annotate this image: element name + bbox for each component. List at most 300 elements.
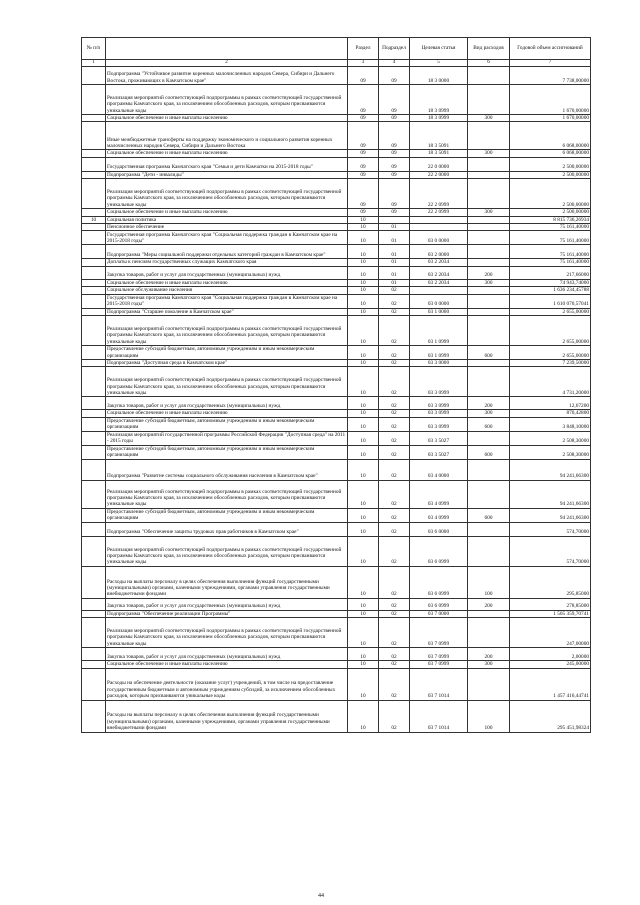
row-expense-type [468,85,510,115]
table-row [82,279,591,286]
row-target-article: 03 6 0999 [410,598,468,610]
row-subsection: 02 [379,397,410,410]
row-subsection: 02 [379,668,410,700]
row-expense-type [468,522,510,536]
row-name: Иные межбюджетные трансферты на поддержку экономического и социального развития коренных малочисленных народов Севера, Сибири и Дальнего Востока [106,122,348,150]
row-expense-type [468,536,510,566]
row-name: Доплаты к пенсиям государственных служащих Камчатского края [106,259,348,266]
row-subsection: 09 [379,122,410,150]
row-subsection: 02 [379,287,410,294]
row-expense-type [468,122,510,150]
row-section: 10 [348,566,379,598]
row-number [82,459,106,480]
row-number [82,67,106,85]
row-expense-type [468,668,510,700]
row-section: 10 [348,410,379,417]
row-subsection: 01 [379,231,410,245]
row-expense-type: 200 [468,397,510,410]
header-annual-amount: Годовой объем ассигнований [510,38,591,60]
row-target-article: 03 1 0000 [410,308,468,315]
row-number [82,610,106,617]
table-row [82,700,591,732]
row-subsection: 09 [379,209,410,216]
row-section: 10 [348,308,379,315]
row-amount: 247,00000 [510,618,591,648]
table-row [82,459,591,480]
row-amount: 4 731,20000 [510,367,591,397]
row-number [82,231,106,245]
row-expense-type [468,459,510,480]
row-amount: 12,67200 [510,397,591,410]
row-subsection: 01 [379,266,410,279]
row-target-article: 03 3 0999 [410,417,468,431]
table-row [82,360,591,367]
row-expense-type [468,294,510,308]
table-row [82,346,591,360]
table-row [82,259,591,266]
row-name: Расходы на выплаты персоналу в целях обеспечения выполнения функций государственными (муниципальными) органами, казенными учреждениями, органами управления государственными внебюджетными фондами [106,700,348,732]
row-name: Государственная программа Камчатского края "Семья и дети Камчатки на 2015-2018 годы" [106,157,348,171]
row-target-article: 22 2 0999 [410,179,468,209]
row-subsection: 02 [379,480,410,508]
row-subsection: 01 [379,259,410,266]
row-subsection: 02 [379,360,410,367]
row-amount: 870,42800 [510,410,591,417]
row-number [82,259,106,266]
row-number [82,598,106,610]
row-section: 10 [348,700,379,732]
row-amount: 2 500,00000 [510,171,591,178]
row-target-article: 03 0 0000 [410,294,468,308]
row-section: 09 [348,85,379,115]
row-name: Подпрограмма "Обеспечение реализации Программы" [106,610,348,617]
row-subsection: 02 [379,522,410,536]
row-target-article: 18 3 0000 [410,67,468,85]
row-amount: 217,66000 [510,266,591,279]
row-amount: 75 161,40000 [510,245,591,259]
row-subsection: 02 [379,346,410,360]
row-section: 09 [348,179,379,209]
row-number [82,410,106,417]
row-number [82,287,106,294]
row-target-article [410,216,468,223]
table-row [82,316,591,346]
row-section: 10 [348,259,379,266]
row-subsection: 02 [379,445,410,459]
row-number [82,661,106,668]
row-section: 10 [348,316,379,346]
row-expense-type [468,245,510,259]
row-section: 10 [348,668,379,700]
row-amount: 2 655,00000 [510,316,591,346]
row-target-article: 03 7 0000 [410,610,468,617]
row-expense-type: 100 [468,566,510,598]
row-subsection: 02 [379,566,410,598]
row-number [82,224,106,231]
header-subsection: Подраздел [379,38,410,60]
row-number [82,700,106,732]
row-amount: 295,85000 [510,566,591,598]
row-expense-type [468,157,510,171]
table-row [82,266,591,279]
row-number [82,445,106,459]
row-name: Реализация мероприятий соответствующей подпрограммы в рамках соответствующей государственной программы Камчатского края, за исключением обособленных расходов, которым присваиваются уникальные коды [106,85,348,115]
row-name: Закупка товаров, работ и услуг для государственных (муниципальных) нужд [106,648,348,661]
row-expense-type [468,259,510,266]
row-section: 10 [348,445,379,459]
row-amount: 75 161,40000 [510,231,591,245]
row-subsection: 02 [379,459,410,480]
row-target-article: 03 1 0999 [410,346,468,360]
header-name [106,38,348,60]
row-subsection: 02 [379,700,410,732]
table-row [82,294,591,308]
row-name: Социальная политика [106,216,348,223]
row-amount: 2 508,30000 [510,431,591,445]
row-amount: 574,70000 [510,522,591,536]
table-row [82,115,591,122]
table-row [82,150,591,157]
row-name: Реализация мероприятий соответствующей подпрограммы в рамках соответствующей государственной программы Камчатского края, за исключением обособленных расходов, которым присваиваются уникальные коды [106,618,348,648]
row-subsection: 02 [379,308,410,315]
table-row [82,661,591,668]
row-subsection: 09 [379,150,410,157]
row-amount: 75 161,40000 [510,224,591,231]
column-index: 6 [468,60,510,67]
row-name: Реализация мероприятий соответствующей подпрограммы в рамках соответствующей государственной программы Камчатского края, за исключением обособленных расходов, которым присваиваются уникальные коды [106,316,348,346]
row-name: Государственная программа Камчатского края "Социальная поддержка граждан в Камчатском крае на 2015-2018 годы" [106,294,348,308]
table-row [82,598,591,610]
row-amount: 8 815 736,26934 [510,216,591,223]
row-expense-type [468,480,510,508]
row-section: 10 [348,360,379,367]
row-number [82,397,106,410]
row-amount: 278,85000 [510,598,591,610]
column-index: 7 [510,60,591,67]
row-target-article: 03 2 2034 [410,259,468,266]
row-section: 10 [348,618,379,648]
row-target-article: 03 2 0000 [410,245,468,259]
row-expense-type: 200 [468,598,510,610]
row-section: 09 [348,150,379,157]
row-target-article: 03 3 0999 [410,397,468,410]
row-expense-type: 100 [468,700,510,732]
row-expense-type: 300 [468,410,510,417]
row-section: 10 [348,648,379,661]
table-row [82,209,591,216]
row-name: Расходы на выплаты персоналу в целях обеспечения выполнения функций государственными (муниципальными) органами, казенными учреждениями, органами управления государственными внебюджетными фондами [106,566,348,598]
row-number [82,266,106,279]
row-number [82,179,106,209]
row-subsection: 09 [379,179,410,209]
row-expense-type [468,231,510,245]
row-expense-type [468,67,510,85]
row-target-article: 22 2 0000 [410,171,468,178]
row-section: 10 [348,397,379,410]
row-number [82,245,106,259]
row-expense-type: 300 [468,279,510,286]
column-index: 4 [379,60,410,67]
row-name: Закупка товаров, работ и услуг для государственных (муниципальных) нужд [106,598,348,610]
row-section: 10 [348,508,379,522]
row-number [82,367,106,397]
row-amount: 75 161,40000 [510,259,591,266]
row-name: Социальное обеспечение и иные выплаты населению [106,410,348,417]
row-name: Подпрограмма "Обеспечение защиты трудовых прав работников в Камчатском крае" [106,522,348,536]
row-amount: 2 508,30000 [510,445,591,459]
row-name: Подпрограмма "Старшее поколение в Камчатском крае" [106,308,348,315]
row-amount: 94 241,66300 [510,480,591,508]
row-subsection: 02 [379,618,410,648]
row-section: 10 [348,216,379,223]
row-subsection: 09 [379,171,410,178]
table-row [82,216,591,223]
row-target-article: 03 7 1014 [410,700,468,732]
row-expense-type [468,179,510,209]
row-target-article: 03 4 0000 [410,459,468,480]
row-name: Государственная программа Камчатского края "Социальная поддержка граждан в Камчатском крае на 2015-2018 годы" [106,231,348,245]
row-expense-type: 600 [468,346,510,360]
row-section: 10 [348,231,379,245]
row-expense-type [468,367,510,397]
row-target-article [410,287,468,294]
row-name: Социальное обеспечение и иные выплаты населению [106,661,348,668]
row-section: 10 [348,224,379,231]
row-section: 10 [348,294,379,308]
row-number [82,209,106,216]
row-subsection: 02 [379,648,410,661]
row-section: 09 [348,67,379,85]
table-row [82,122,591,150]
row-subsection: 02 [379,294,410,308]
row-section: 10 [348,661,379,668]
row-number [82,157,106,171]
row-name: Подпрограмма "Меры социальной поддержки отдельных категорий граждан в Камчатском крае" [106,245,348,259]
column-index-row [82,60,591,67]
row-target-article: 03 3 5027 [410,431,468,445]
row-number [82,115,106,122]
row-target-article: 18 3 0999 [410,115,468,122]
table-row [82,445,591,459]
table-row [82,367,591,397]
table-row [82,668,591,700]
row-section: 10 [348,431,379,445]
row-number: 10 [82,216,106,223]
row-number [82,171,106,178]
row-subsection: 02 [379,598,410,610]
row-target-article: 18 3 5091 [410,122,468,150]
table-body [82,67,591,733]
table-row [82,287,591,294]
row-amount: 2 655,00000 [510,308,591,315]
row-number [82,360,106,367]
table-row [82,410,591,417]
row-section: 10 [348,287,379,294]
row-name: Подпрограмма "Доступная среда в Камчатском крае" [106,360,348,367]
table-row [82,536,591,566]
row-amount: 6 068,00000 [510,122,591,150]
row-number [82,431,106,445]
header-expense-type: Вид расходов [468,38,510,60]
row-target-article: 03 0 0000 [410,231,468,245]
row-number [82,566,106,598]
row-name: Подпрограмма "Развитие системы социального обслуживания населения в Камчатском крае" [106,459,348,480]
row-subsection: 09 [379,157,410,171]
row-name: Реализация мероприятий соответствующей подпрограммы в рамках соответствующей государственной программы Камчатского края, за исключением обособленных расходов, которым присваиваются уникальные коды [106,179,348,209]
row-subsection: 02 [379,367,410,397]
row-amount: 94 241,66300 [510,459,591,480]
row-expense-type [468,308,510,315]
table-row [82,417,591,431]
row-expense-type: 600 [468,417,510,431]
row-amount: 295 451,98324 [510,700,591,732]
budget-table-page [81,37,590,733]
row-target-article: 03 6 0999 [410,566,468,598]
row-target-article: 03 7 0999 [410,618,468,648]
table-row [82,179,591,209]
row-expense-type [468,224,510,231]
row-section: 10 [348,480,379,508]
row-amount: 1 670,00000 [510,115,591,122]
row-name: Пенсионное обеспечение [106,224,348,231]
row-number [82,668,106,700]
row-name: Социальное обеспечение и иные выплаты населению [106,209,348,216]
row-number [82,522,106,536]
row-section: 10 [348,417,379,431]
row-name: Реализация мероприятий государственной программы Российской Федерации "Доступная среда" на 2011 - 2015 годы [106,431,348,445]
row-target-article: 03 7 1014 [410,668,468,700]
row-subsection: 01 [379,279,410,286]
row-target-article: 18 3 0999 [410,85,468,115]
row-section: 10 [348,266,379,279]
row-target-article: 03 3 0999 [410,367,468,397]
table-row [82,85,591,115]
row-name: Социальное обеспечение и иные выплаты населению [106,115,348,122]
row-amount: 74 943,74000 [510,279,591,286]
row-target-article: 22 0 0000 [410,157,468,171]
row-target-article: 03 6 0999 [410,536,468,566]
row-amount: 2 500,00000 [510,157,591,171]
row-subsection: 02 [379,316,410,346]
row-target-article: 03 3 0999 [410,410,468,417]
row-name: Подпрограмма "Устойчивое развитие коренных малочисленных народов Севера, Сибири и Дальнего Востока, проживающих в Камчатском крае" [106,67,348,85]
row-subsection: 01 [379,224,410,231]
row-amount: 3 848,10000 [510,417,591,431]
row-section: 09 [348,157,379,171]
table-row [82,610,591,617]
row-expense-type: 300 [468,661,510,668]
table-row [82,157,591,171]
budget-table [81,37,591,733]
row-expense-type [468,618,510,648]
row-expense-type [468,360,510,367]
row-number [82,85,106,115]
row-amount: 1 505 359,70741 [510,610,591,617]
row-target-article: 03 3 5027 [410,445,468,459]
row-subsection: 02 [379,536,410,566]
column-index: 3 [348,60,379,67]
row-expense-type: 300 [468,150,510,157]
row-name: Расходы на обеспечение деятельности (оказание услуг) учреждений, в том числе на предоставление государственным бюджетным и автономным учреждениям субсидий, за исключением обособленных расходов, которым присваиваются уникальные коды [106,668,348,700]
row-target-article: 03 7 0999 [410,648,468,661]
column-index: 2 [106,60,348,67]
row-target-article: 18 3 5091 [410,150,468,157]
header-section: Раздел [348,38,379,60]
table-row [82,245,591,259]
row-name: Подпрограмма "Дети - инвалиды" [106,171,348,178]
row-section: 10 [348,536,379,566]
row-subsection: 02 [379,417,410,431]
row-section: 10 [348,522,379,536]
table-row [82,171,591,178]
row-subsection: 01 [379,245,410,259]
row-name: Социальное обеспечение и иные выплаты населению [106,150,348,157]
column-index: 5 [410,60,468,67]
row-expense-type: 200 [468,266,510,279]
row-subsection: 02 [379,410,410,417]
row-name: Предоставление субсидий бюджетным, автономным учреждениям и иным некоммерческим организациям [106,445,348,459]
row-section: 10 [348,367,379,397]
row-amount: 245,00000 [510,661,591,668]
row-subsection: 02 [379,610,410,617]
row-number [82,150,106,157]
row-target-article: 03 4 0999 [410,508,468,522]
row-target-article: 03 7 0999 [410,661,468,668]
row-section: 09 [348,209,379,216]
row-amount: 7 239,50000 [510,360,591,367]
row-name: Реализация мероприятий соответствующей подпрограммы в рамках соответствующей государственной программы Камчатского края, за исключением обособленных расходов, которым присваиваются уникальные коды [106,536,348,566]
row-number [82,648,106,661]
row-number [82,316,106,346]
row-number [82,618,106,648]
row-number [82,294,106,308]
row-name: Предоставление субсидий бюджетным, автономным учреждениям и иным некоммерческим организациям [106,346,348,360]
table-row [82,522,591,536]
row-section: 10 [348,598,379,610]
row-number [82,279,106,286]
row-section: 09 [348,115,379,122]
row-number [82,417,106,431]
row-name: Социальное обеспечение и иные выплаты населению [106,279,348,286]
row-amount: 1 610 070,57041 [510,294,591,308]
row-expense-type: 200 [468,648,510,661]
row-name: Реализация мероприятий соответствующей подпрограммы в рамках соответствующей государственной программы Камчатского края, за исключением обособленных расходов, которым присваиваются уникальные коды [106,367,348,397]
row-target-article: 22 2 0999 [410,209,468,216]
table-row [82,566,591,598]
row-target-article: 03 2 2034 [410,266,468,279]
header-target-article: Целевая статья [410,38,468,60]
row-amount: 574,70000 [510,536,591,566]
row-amount: 1 670,00000 [510,85,591,115]
row-amount: 2 655,00000 [510,346,591,360]
row-subsection: 02 [379,508,410,522]
table-row [82,308,591,315]
row-subsection: 09 [379,115,410,122]
row-number [82,308,106,315]
row-target-article: 03 3 0000 [410,360,468,367]
row-subsection [379,216,410,223]
row-name: Предоставление субсидий бюджетным, автономным учреждениям и иным некоммерческим организациям [106,508,348,522]
row-expense-type [468,431,510,445]
row-target-article: 03 2 2034 [410,279,468,286]
row-subsection: 02 [379,661,410,668]
table-row [82,508,591,522]
row-expense-type: 300 [468,209,510,216]
row-target-article: 03 1 0999 [410,316,468,346]
row-amount: 7 738,00000 [510,67,591,85]
row-section: 10 [348,346,379,360]
row-expense-type: 600 [468,445,510,459]
